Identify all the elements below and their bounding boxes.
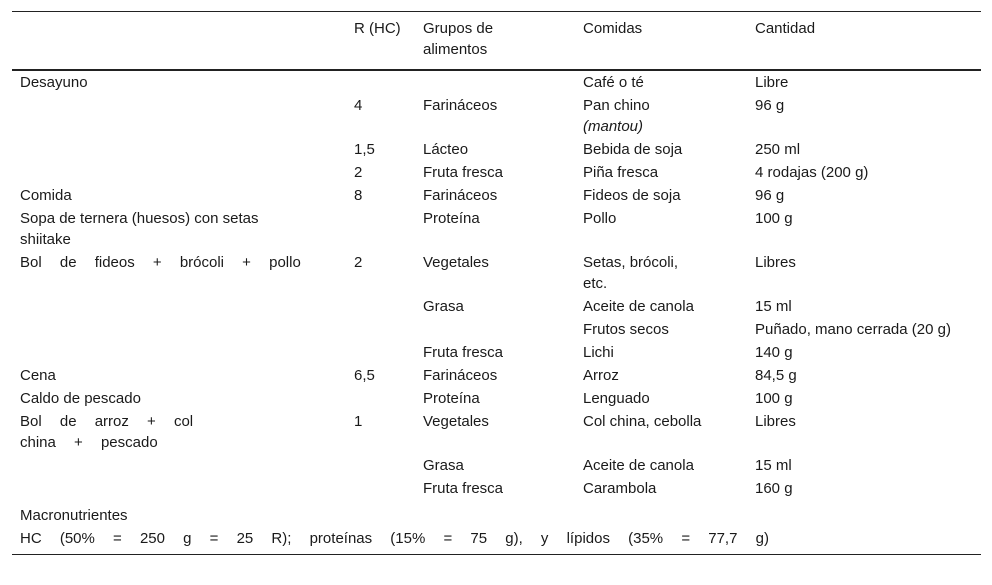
table-row bbox=[12, 207, 981, 251]
cell-r: 4 bbox=[354, 97, 363, 114]
cell-food: Col china, cebolla bbox=[583, 413, 702, 430]
table-row bbox=[12, 454, 981, 477]
cell-quantity: 15 ml bbox=[755, 298, 792, 315]
cell-food: Carambola bbox=[583, 480, 657, 497]
cell-quantity: 84,5 g bbox=[755, 367, 797, 384]
cell-group: Proteína bbox=[423, 390, 480, 407]
cell-quantity: Libres bbox=[755, 413, 796, 430]
cell-quantity: 4 rodajas (200 g) bbox=[755, 164, 869, 181]
cell-group: Grasa bbox=[423, 298, 464, 315]
cell-meal: Bol de arroz + col china + pescado bbox=[20, 413, 194, 451]
cell-group: Farináceos bbox=[423, 97, 498, 114]
header-food-group: Grupos de alimentos bbox=[423, 20, 494, 58]
cell-meal bbox=[12, 94, 354, 138]
table-row bbox=[12, 387, 981, 410]
cell-food: Setas, brócoli, etc. bbox=[583, 254, 679, 292]
macros-text: HC (50% = 250 g = 25 R); proteínas (15% = 75 g), y lípidos (35% = 77,7 g) bbox=[20, 530, 769, 547]
cell-quantity: Libres bbox=[755, 254, 796, 271]
cell-food: Bebida de soja bbox=[583, 141, 683, 158]
cell-r: 2 bbox=[354, 254, 363, 271]
cell-quantity: 96 g bbox=[755, 97, 785, 114]
cell-meal bbox=[12, 318, 354, 341]
cell-group: Farináceos bbox=[423, 187, 498, 204]
table-header-row bbox=[12, 12, 981, 71]
macros-label-row bbox=[12, 500, 981, 527]
cell-meal: Bol de fideos + brócoli + pollo bbox=[20, 254, 301, 271]
cell-meal bbox=[12, 138, 354, 161]
cell-food: Fideos de soja bbox=[583, 187, 681, 204]
cell-meal bbox=[12, 161, 354, 184]
cell-group: Lácteo bbox=[423, 141, 469, 158]
cell-food: Lenguado bbox=[583, 390, 650, 407]
table-row bbox=[12, 318, 981, 341]
header-quantity: Cantidad bbox=[755, 20, 816, 37]
cell-r bbox=[354, 454, 423, 477]
table-row bbox=[12, 410, 981, 454]
cell-r bbox=[354, 70, 423, 94]
cell-r bbox=[354, 387, 423, 410]
cell-quantity: 250 ml bbox=[755, 141, 801, 158]
cell-r: 2 bbox=[354, 164, 363, 181]
table-row bbox=[12, 477, 981, 500]
cell-food: Café o té bbox=[583, 74, 644, 91]
header-meals: Comidas bbox=[583, 20, 643, 37]
cell-group: Fruta fresca bbox=[423, 164, 504, 181]
cell-group: Vegetales bbox=[423, 254, 489, 271]
cell-food: Arroz bbox=[583, 367, 619, 384]
cell-group: Proteína bbox=[423, 210, 480, 227]
header-meal bbox=[12, 12, 354, 71]
cell-meal bbox=[12, 477, 354, 500]
table-row bbox=[12, 364, 981, 387]
cell-r: 1,5 bbox=[354, 141, 375, 158]
table-row bbox=[12, 161, 981, 184]
cell-group: Fruta fresca bbox=[423, 480, 504, 497]
macros-text-row bbox=[12, 527, 981, 555]
cell-food: Lichi bbox=[583, 344, 614, 361]
cell-quantity: 100 g bbox=[755, 210, 793, 227]
cell-food: Aceite de canola bbox=[583, 298, 694, 315]
cell-quantity: 140 g bbox=[755, 344, 793, 361]
cell-quantity: 15 ml bbox=[755, 457, 792, 474]
cell-quantity: Puñado, mano cerrada (20 g) bbox=[755, 321, 951, 338]
cell-group: Vegetales bbox=[423, 413, 489, 430]
cell-r bbox=[354, 207, 423, 251]
cell-r bbox=[354, 341, 423, 364]
cell-r bbox=[354, 477, 423, 500]
cell-food: Aceite de canola bbox=[583, 457, 694, 474]
table-row bbox=[12, 295, 981, 318]
cell-meal: Cena bbox=[20, 367, 56, 384]
table-row bbox=[12, 341, 981, 364]
cell-quantity: Libre bbox=[755, 74, 789, 91]
header-r-hc: R (HC) bbox=[354, 20, 401, 37]
food-name-italic: (mantou) bbox=[583, 118, 644, 135]
table-row bbox=[12, 70, 981, 94]
cell-food bbox=[583, 94, 755, 138]
cell-meal: Comida bbox=[20, 187, 72, 204]
cell-r: 6,5 bbox=[354, 367, 375, 384]
cell-group: Farináceos bbox=[423, 367, 498, 384]
diet-plan-table bbox=[12, 11, 981, 555]
cell-group bbox=[423, 318, 583, 341]
cell-group: Grasa bbox=[423, 457, 464, 474]
cell-quantity: 160 g bbox=[755, 480, 793, 497]
cell-food: Frutos secos bbox=[583, 321, 669, 338]
cell-r bbox=[354, 318, 423, 341]
cell-quantity: 96 g bbox=[755, 187, 785, 204]
table-row bbox=[12, 138, 981, 161]
cell-r bbox=[354, 295, 423, 318]
cell-meal bbox=[12, 454, 354, 477]
table-row bbox=[12, 184, 981, 207]
cell-meal bbox=[12, 341, 354, 364]
cell-group: Fruta fresca bbox=[423, 344, 504, 361]
cell-r: 8 bbox=[354, 187, 363, 204]
cell-r: 1 bbox=[354, 413, 363, 430]
food-name: Pan chino bbox=[583, 97, 650, 114]
diet-table-container bbox=[12, 11, 981, 555]
macros-label: Macronutrientes bbox=[20, 507, 128, 524]
cell-meal bbox=[12, 295, 354, 318]
cell-food: Pollo bbox=[583, 210, 617, 227]
cell-meal: Sopa de ternera (huesos) con setas shiitake bbox=[20, 210, 259, 248]
table-row bbox=[12, 94, 981, 138]
table-row bbox=[12, 251, 981, 295]
cell-meal: Caldo de pescado bbox=[20, 390, 141, 407]
cell-meal: Desayuno bbox=[20, 74, 88, 91]
cell-group bbox=[423, 70, 583, 94]
cell-quantity: 100 g bbox=[755, 390, 793, 407]
cell-food: Piña fresca bbox=[583, 164, 659, 181]
